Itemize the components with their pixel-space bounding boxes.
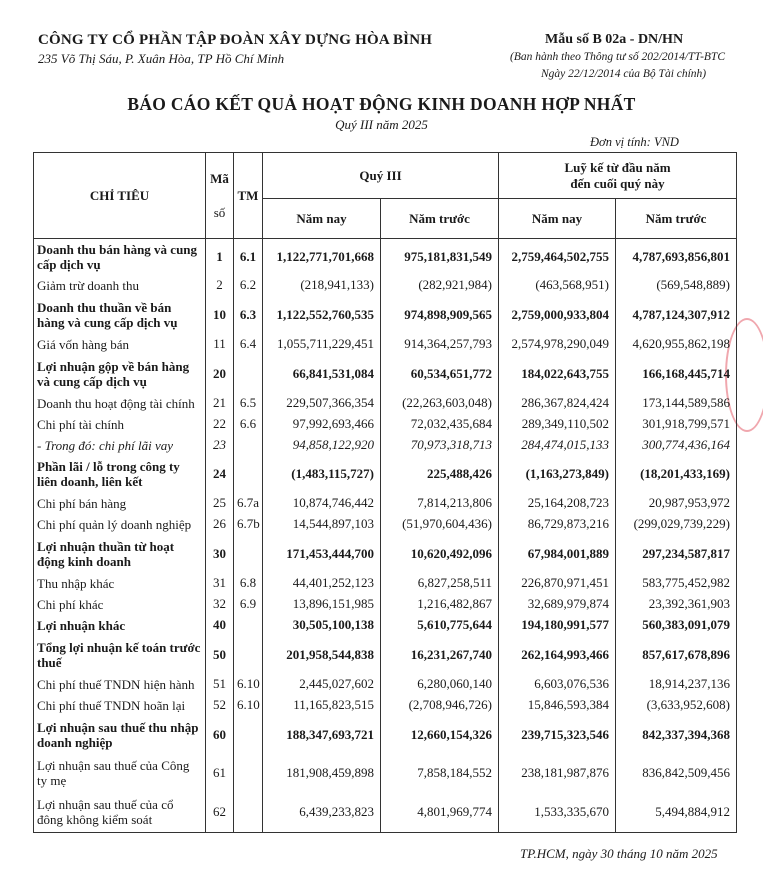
row-q-this-year: 97,992,693,466	[263, 414, 381, 435]
table-row	[34, 716, 737, 754]
form-note-line2: Ngày 22/12/2014 của Bộ Tài chính)	[541, 68, 707, 80]
row-item-name: Chi phí thuế TNDN hoãn lại	[34, 695, 206, 716]
row-item-name: Tổng lợi nhuận kế toán trước thuế	[34, 636, 206, 674]
row-code: 21	[206, 393, 234, 414]
report-period: Quý III năm 2025	[335, 117, 428, 132]
row-code: 11	[206, 334, 234, 355]
row-q-last-year: 5,610,775,644	[381, 615, 499, 636]
row-ytd-last-year: 166,168,445,714	[616, 355, 737, 393]
row-q-this-year: 94,858,122,920	[263, 435, 381, 456]
row-note: 6.5	[234, 393, 263, 414]
row-code: 61	[206, 754, 234, 793]
header-q-last-year: Năm trước	[381, 199, 499, 239]
table-row	[34, 296, 737, 334]
row-q-this-year: 229,507,366,354	[263, 393, 381, 414]
row-q-this-year: 6,439,233,823	[263, 793, 381, 833]
table-row	[34, 636, 737, 674]
row-q-last-year: 7,814,213,806	[381, 493, 499, 514]
row-ytd-last-year: 23,392,361,903	[616, 594, 737, 615]
row-ytd-last-year: 18,914,237,136	[616, 674, 737, 695]
header-code-line2: số	[213, 204, 226, 220]
currency-unit: Đơn vị tính: VND	[590, 135, 679, 149]
header-ytd-this-year: Năm nay	[499, 199, 616, 239]
row-item-name: Doanh thu bán hàng và cung cấp dịch vụ	[34, 239, 206, 275]
row-note: 6.10	[234, 695, 263, 716]
row-note: 6.10	[234, 674, 263, 695]
row-code: 1	[206, 239, 234, 275]
row-item-name: Lợi nhuận sau thuế thu nhập doanh nghiệp	[34, 716, 206, 754]
row-item-name: Chi phí tài chính	[34, 414, 206, 435]
row-code: 2	[206, 275, 234, 296]
row-code: 20	[206, 355, 234, 393]
row-ytd-this-year: 1,533,335,670	[499, 793, 616, 833]
row-ytd-this-year: 286,367,824,424	[499, 393, 616, 414]
row-ytd-this-year: 262,164,993,466	[499, 636, 616, 674]
row-note	[234, 435, 263, 456]
row-note: 6.2	[234, 275, 263, 296]
row-q-last-year: 4,801,969,774	[381, 793, 499, 833]
row-ytd-last-year: 297,234,587,817	[616, 535, 737, 573]
row-ytd-this-year: 184,022,643,755	[499, 355, 616, 393]
row-item-name: Lợi nhuận thuần từ hoạt động kinh doanh	[34, 535, 206, 573]
row-item-name: Phần lãi / lỗ trong công ty liên doanh, liên kết	[34, 456, 206, 493]
row-q-last-year: 72,032,435,684	[381, 414, 499, 435]
row-q-last-year: 16,231,267,740	[381, 636, 499, 674]
row-note: 6.3	[234, 296, 263, 334]
row-ytd-this-year: 239,715,323,546	[499, 716, 616, 754]
report-title: BÁO CÁO KẾT QUẢ HOẠT ĐỘNG KINH DOANH HỢP NHẤT	[127, 94, 636, 114]
row-item-name: Chi phí khác	[34, 594, 206, 615]
header-ytd	[499, 153, 737, 199]
row-code: 23	[206, 435, 234, 456]
table-row	[34, 435, 737, 456]
row-ytd-last-year: 857,617,678,896	[616, 636, 737, 674]
header-ytd-line1: Luỹ kế từ đầu năm	[564, 159, 671, 175]
row-q-last-year: 10,620,492,096	[381, 535, 499, 573]
row-code: 51	[206, 674, 234, 695]
footer-place-date: TP.HCM, ngày 30 tháng 10 năm 2025	[520, 846, 718, 861]
row-ytd-this-year: 194,180,991,577	[499, 615, 616, 636]
table-row	[34, 793, 737, 833]
row-q-this-year: 188,347,693,721	[263, 716, 381, 754]
row-q-this-year: (218,941,133)	[263, 275, 381, 296]
row-ytd-this-year: (1,163,273,849)	[499, 456, 616, 493]
row-q-this-year: 14,544,897,103	[263, 514, 381, 535]
row-q-last-year: 225,488,426	[381, 456, 499, 493]
row-q-last-year: 974,898,909,565	[381, 296, 499, 334]
header-quarter: Quý III	[263, 153, 499, 199]
row-ytd-last-year: 583,775,452,982	[616, 573, 737, 594]
row-q-this-year: 13,896,151,985	[263, 594, 381, 615]
header-code	[206, 153, 234, 239]
row-ytd-this-year: 2,759,464,502,755	[499, 239, 616, 275]
header-note: TM	[234, 153, 263, 239]
row-item-name: Doanh thu thuần về bán hàng và cung cấp dịch vụ	[34, 296, 206, 334]
row-ytd-last-year: (18,201,433,169)	[616, 456, 737, 493]
table-row	[34, 355, 737, 393]
row-ytd-this-year: 25,164,208,723	[499, 493, 616, 514]
row-note	[234, 793, 263, 833]
row-item-name: Chi phí quản lý doanh nghiệp	[34, 514, 206, 535]
row-ytd-this-year: 289,349,110,502	[499, 414, 616, 435]
row-ytd-this-year: 67,984,001,889	[499, 535, 616, 573]
row-code: 50	[206, 636, 234, 674]
row-note	[234, 615, 263, 636]
row-q-last-year: (282,921,984)	[381, 275, 499, 296]
table-row	[34, 275, 737, 296]
row-ytd-last-year: (569,548,889)	[616, 275, 737, 296]
row-note: 6.7a	[234, 493, 263, 514]
row-ytd-last-year: 20,987,953,972	[616, 493, 737, 514]
row-q-last-year: 7,858,184,552	[381, 754, 499, 793]
row-ytd-this-year: 226,870,971,451	[499, 573, 616, 594]
row-note: 6.4	[234, 334, 263, 355]
form-note-line1: (Ban hành theo Thông tư số 202/2014/TT-BTC	[510, 51, 725, 63]
row-q-this-year: 44,401,252,123	[263, 573, 381, 594]
company-address: 235 Võ Thị Sáu, P. Xuân Hòa, TP Hồ Chí Minh	[38, 51, 285, 66]
row-q-this-year: 181,908,459,898	[263, 754, 381, 793]
row-item-name: Chi phí bán hàng	[34, 493, 206, 514]
row-q-last-year: 914,364,257,793	[381, 334, 499, 355]
row-ytd-last-year: 4,787,693,856,801	[616, 239, 737, 275]
row-ytd-this-year: 2,759,000,933,804	[499, 296, 616, 334]
table-row	[34, 393, 737, 414]
table-row	[34, 615, 737, 636]
table-row	[34, 239, 737, 275]
row-item-name: Doanh thu hoạt động tài chính	[34, 393, 206, 414]
row-note	[234, 456, 263, 493]
table-row	[34, 594, 737, 615]
row-ytd-this-year: 6,603,076,536	[499, 674, 616, 695]
row-ytd-last-year: (3,633,952,608)	[616, 695, 737, 716]
row-q-last-year: (2,708,946,726)	[381, 695, 499, 716]
table-row	[34, 535, 737, 573]
row-ytd-last-year: 560,383,091,079	[616, 615, 737, 636]
row-code: 22	[206, 414, 234, 435]
row-code: 62	[206, 793, 234, 833]
row-code: 10	[206, 296, 234, 334]
row-item-name: - Trong đó: chi phí lãi vay	[34, 435, 206, 456]
table-row	[34, 493, 737, 514]
row-ytd-this-year: (463,568,951)	[499, 275, 616, 296]
row-q-this-year: 171,453,444,700	[263, 535, 381, 573]
row-ytd-last-year: 4,620,955,862,198	[616, 334, 737, 355]
income-statement-table	[33, 152, 737, 833]
row-q-this-year: 2,445,027,602	[263, 674, 381, 695]
row-note: 6.7b	[234, 514, 263, 535]
row-ytd-last-year: 301,918,799,571	[616, 414, 737, 435]
row-q-this-year: 1,122,771,701,668	[263, 239, 381, 275]
header-ytd-last-year: Năm trước	[616, 199, 737, 239]
row-q-this-year: 1,122,552,760,535	[263, 296, 381, 334]
header-ytd-line2: đến cuối quý này	[570, 175, 665, 191]
row-item-name: Lợi nhuận khác	[34, 615, 206, 636]
row-q-last-year: 6,827,258,511	[381, 573, 499, 594]
row-note	[234, 355, 263, 393]
row-q-this-year: 66,841,531,084	[263, 355, 381, 393]
row-item-name: Thu nhập khác	[34, 573, 206, 594]
table-row	[34, 334, 737, 355]
row-code: 32	[206, 594, 234, 615]
row-note	[234, 636, 263, 674]
row-item-name: Chi phí thuế TNDN hiện hành	[34, 674, 206, 695]
row-note	[234, 535, 263, 573]
header-q-this-year: Năm nay	[263, 199, 381, 239]
row-ytd-last-year: 842,337,394,368	[616, 716, 737, 754]
row-q-last-year: 60,534,651,772	[381, 355, 499, 393]
row-ytd-last-year: 5,494,884,912	[616, 793, 737, 833]
row-q-this-year: 201,958,544,838	[263, 636, 381, 674]
row-item-name: Lợi nhuận sau thuế của cổ đông không kiểm soát	[34, 793, 206, 833]
table-row	[34, 414, 737, 435]
row-note: 6.8	[234, 573, 263, 594]
row-ytd-last-year: 300,774,436,164	[616, 435, 737, 456]
row-note: 6.1	[234, 239, 263, 275]
row-note: 6.9	[234, 594, 263, 615]
row-code: 31	[206, 573, 234, 594]
table-body	[34, 239, 737, 833]
table-row	[34, 573, 737, 594]
row-q-last-year: 12,660,154,326	[381, 716, 499, 754]
row-note	[234, 754, 263, 793]
table-row	[34, 695, 737, 716]
header-code-line1: Mã	[210, 170, 229, 186]
table-row	[34, 456, 737, 493]
table-row	[34, 674, 737, 695]
row-ytd-this-year: 86,729,873,216	[499, 514, 616, 535]
row-item-name: Lợi nhuận sau thuế của Công ty mẹ	[34, 754, 206, 793]
row-item-name: Giá vốn hàng bán	[34, 334, 206, 355]
row-code: 26	[206, 514, 234, 535]
company-name: CÔNG TY CỔ PHẦN TẬP ĐOÀN XÂY DỰNG HÒA BÌNH	[38, 32, 433, 48]
row-ytd-this-year: 15,846,593,384	[499, 695, 616, 716]
row-code: 30	[206, 535, 234, 573]
row-note	[234, 716, 263, 754]
table-row	[34, 514, 737, 535]
row-q-this-year: 11,165,823,515	[263, 695, 381, 716]
row-q-this-year: 30,505,100,138	[263, 615, 381, 636]
row-code: 52	[206, 695, 234, 716]
row-code: 25	[206, 493, 234, 514]
row-ytd-this-year: 32,689,979,874	[499, 594, 616, 615]
row-q-this-year: 10,874,746,442	[263, 493, 381, 514]
row-ytd-this-year: 238,181,987,876	[499, 754, 616, 793]
row-q-last-year: (22,263,603,048)	[381, 393, 499, 414]
table-row	[34, 754, 737, 793]
form-code: Mẫu số B 02a - DN/HN	[545, 32, 684, 47]
row-q-this-year: (1,483,115,727)	[263, 456, 381, 493]
row-ytd-last-year: 173,144,589,586	[616, 393, 737, 414]
row-code: 40	[206, 615, 234, 636]
row-q-last-year: 975,181,831,549	[381, 239, 499, 275]
row-ytd-this-year: 2,574,978,290,049	[499, 334, 616, 355]
header-item: CHỈ TIÊU	[34, 153, 206, 239]
row-q-this-year: 1,055,711,229,451	[263, 334, 381, 355]
row-ytd-last-year: 836,842,509,456	[616, 754, 737, 793]
row-item-name: Giảm trừ doanh thu	[34, 275, 206, 296]
row-q-last-year: (51,970,604,436)	[381, 514, 499, 535]
row-ytd-last-year: 4,787,124,307,912	[616, 296, 737, 334]
row-ytd-this-year: 284,474,015,133	[499, 435, 616, 456]
row-q-last-year: 6,280,060,140	[381, 674, 499, 695]
row-ytd-last-year: (299,029,739,229)	[616, 514, 737, 535]
row-note: 6.6	[234, 414, 263, 435]
row-item-name: Lợi nhuận gộp về bán hàng và cung cấp dịch vụ	[34, 355, 206, 393]
row-q-last-year: 1,216,482,867	[381, 594, 499, 615]
row-q-last-year: 70,973,318,713	[381, 435, 499, 456]
row-code: 60	[206, 716, 234, 754]
row-code: 24	[206, 456, 234, 493]
